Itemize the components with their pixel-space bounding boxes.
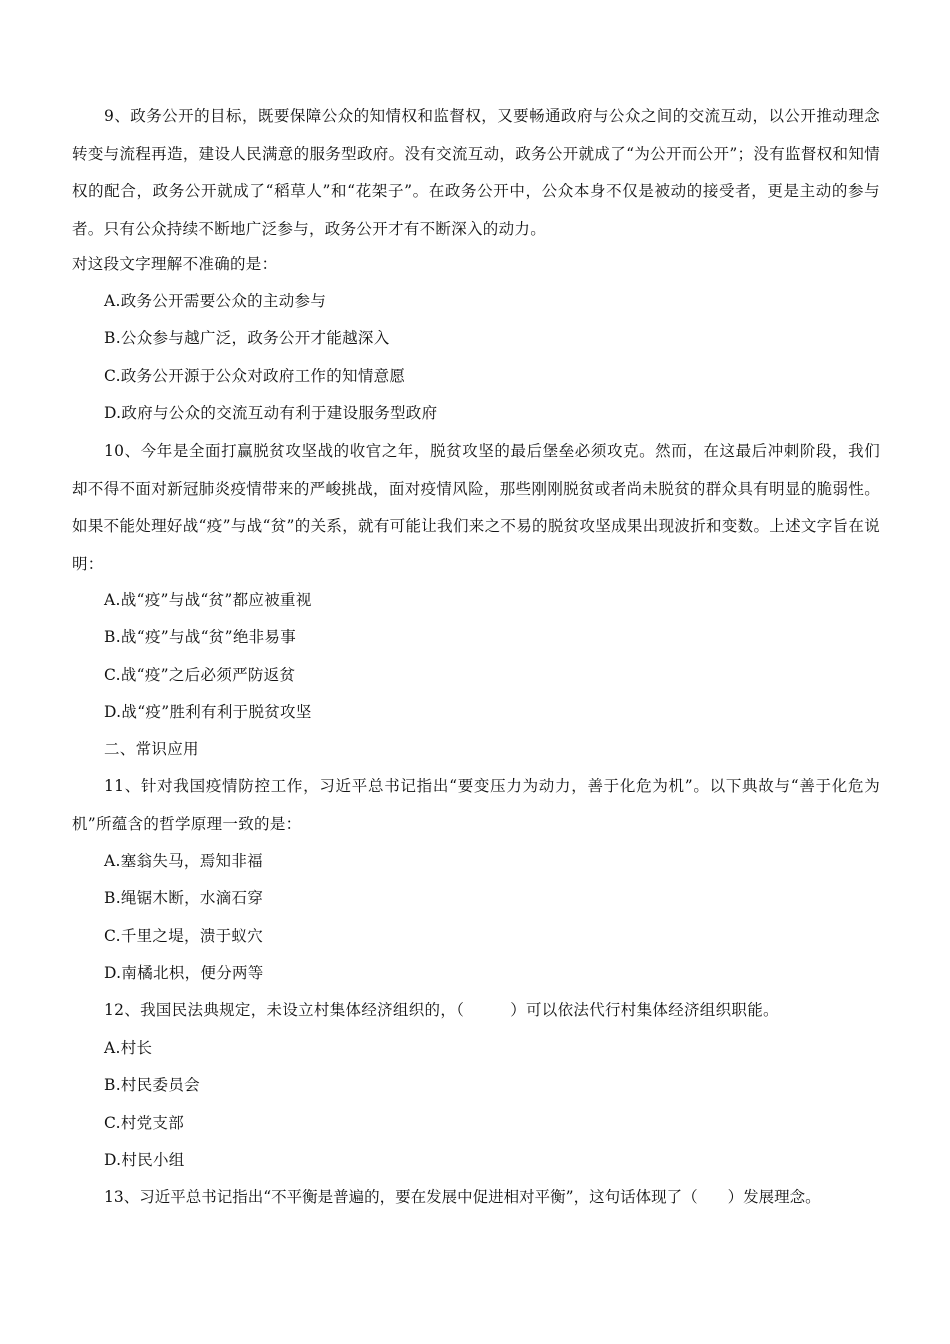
- question-12-stem-after: ）可以依法代行村集体经济组织职能。: [510, 1001, 779, 1019]
- question-10-option-b: B.战“疫”与战“贫”绝非易事: [104, 628, 297, 646]
- question-11-stem: 11、针对我国疫情防控工作，习近平总书记指出“要变压力为动力，善于化危为机”。以下典故与“善于化危为机”所蕴含的哲学原理一致的是：: [72, 777, 880, 833]
- question-11-option-c: C.千里之堤，溃于蚁穴: [104, 927, 264, 945]
- question-9-option-b: B.公众参与越广泛，政务公开才能越深入: [104, 329, 390, 347]
- question-12-option-b: B.村民委员会: [104, 1076, 200, 1094]
- question-10-option-c: C.战“疫”之后必须严防返贫: [104, 666, 296, 684]
- question-9-option-c: C.政务公开源于公众对政府工作的知情意愿: [104, 367, 406, 385]
- question-11-option-b: B.绳锯木断，水滴石穿: [104, 889, 264, 907]
- question-10-stem: 10、今年是全面打赢脱贫攻坚战的收官之年，脱贫攻坚的最后堡垒必须攻克。然而，在这最后冲刺阶段，我们却不得不面对新冠肺炎疫情带来的严峻挑战，面对疫情风险，那些刚刚脱贫或者尚未脱贫的群众具有明显的脆弱性。如果不能处理好战“疫”与战“贫”的关系，就有可能让我们来之不易的脱贫攻坚成果出现波折和变数。上述文字旨在说明：: [72, 442, 880, 573]
- question-10-option-d: D.战“疫”胜利有利于脱贫攻坚: [104, 703, 312, 721]
- question-9-option-a: A.政务公开需要公众的主动参与: [104, 292, 327, 310]
- question-13-stem: [104, 1187, 924, 1207]
- question-12-option-d: D.村民小组: [104, 1151, 185, 1169]
- question-11-option-a: A.塞翁失马，焉知非福: [104, 852, 263, 870]
- question-12-option-c: C.村党支部: [104, 1114, 185, 1132]
- question-12-option-a: A.村长: [104, 1039, 153, 1057]
- question-9-prompt: 对这段文字理解不准确的是：: [72, 255, 278, 273]
- question-9-stem: 9、政务公开的目标，既要保障公众的知情权和监督权，又要畅通政府与公众之间的交流互动，以公开推动理念转变与流程再造，建设人民满意的服务型政府。没有交流互动，政务公开就成了“为公开而公开”；没有监督权和知情权的配合，政务公开就成了“稻草人”和“花架子”。在政务公开中，公众本身不仅是被动的接受者，更是主动的参与者。只有公众持续不断地广泛参与，政务公开才有不断深入的动力。: [72, 107, 880, 238]
- question-13-stem-after: ）发展理念。: [727, 1188, 821, 1206]
- question-12-stem-before: 12、我国民法典规定，未设立村集体经济组织的，（: [104, 1001, 465, 1019]
- question-9-option-d: D.政府与公众的交流互动有利于建设服务型政府: [104, 404, 438, 422]
- question-10-option-a: A.战“疫”与战“贫”都应被重视: [104, 591, 312, 609]
- question-11-option-d: D.南橘北枳，便分两等: [104, 964, 264, 982]
- question-12-stem: [104, 1000, 924, 1020]
- question-13-stem-before: 13、习近平总书记指出“不平衡是普遍的，要在发展中促进相对平衡”，这句话体现了（: [104, 1188, 698, 1206]
- section-heading: 二、常识应用: [104, 740, 199, 758]
